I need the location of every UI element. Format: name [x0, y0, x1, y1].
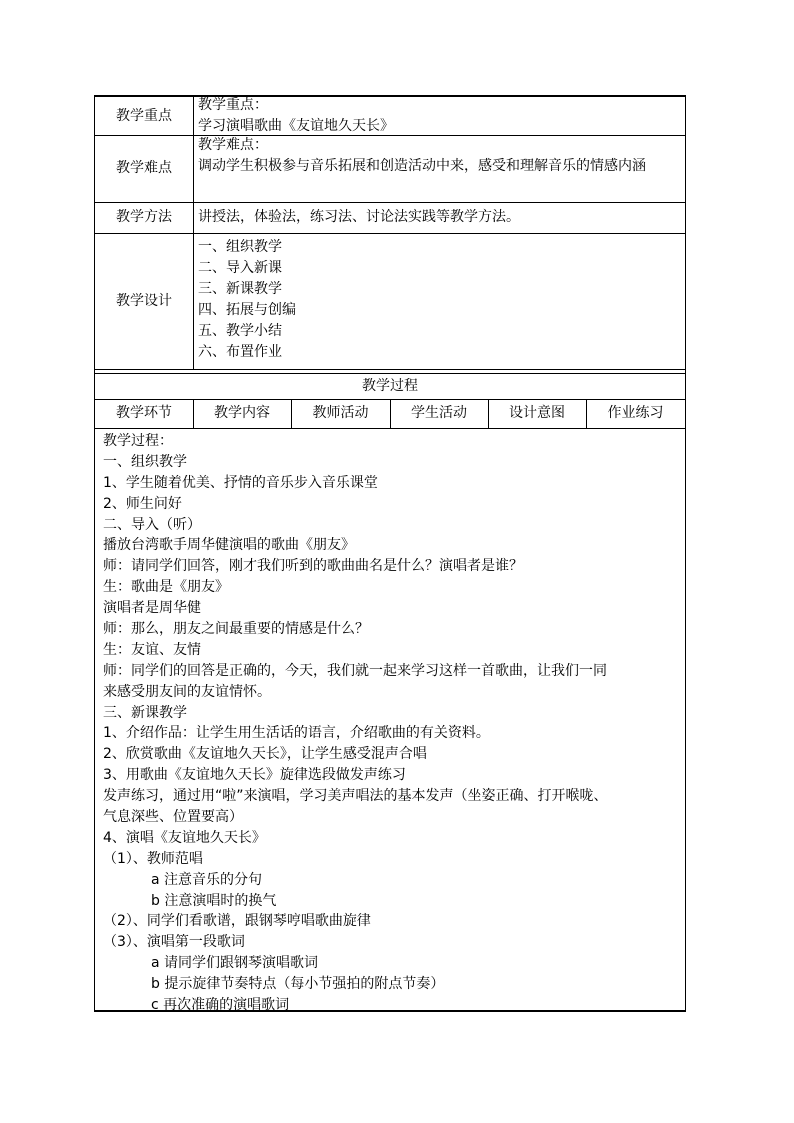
- design-item: 三、新课教学: [198, 281, 282, 297]
- design-list: [194, 237, 684, 367]
- column-header: 学生活动: [411, 405, 467, 421]
- process-line: 2、欣赏歌曲《友谊地久天长》，让学生感受混声合唱: [103, 746, 427, 763]
- design-item: 二、导入新课: [198, 260, 282, 276]
- process-line: 师：同学们的回答是正确的，今天，我们就一起来学习这样一首歌曲，让我们一同: [103, 662, 607, 679]
- design-item: 五、教学小结: [198, 323, 282, 339]
- process-line: 生：歌曲是《朋友》: [103, 579, 229, 596]
- focus-heading: 教学重点：: [198, 97, 268, 113]
- process-line: 1、介绍作品：让学生用生活话的语言，介绍歌曲的有关资料。: [103, 725, 490, 742]
- column-header: 作业练习: [607, 405, 664, 421]
- process-line: 一、组织教学: [103, 453, 187, 470]
- process-line: a 注意音乐的分句: [151, 871, 263, 888]
- process-line: c 再次准确的演唱歌词: [151, 997, 290, 1014]
- difficulty-heading: 教学难点：: [198, 137, 268, 153]
- process-line: 播放台湾歌手周华健演唱的歌曲《朋友》: [103, 537, 355, 554]
- process-line: 2、师生问好: [103, 495, 182, 512]
- column-header: 设计意图: [509, 405, 565, 421]
- lesson-plan-table: [94, 95, 686, 1012]
- focus-content: [194, 95, 684, 135]
- method-text: 讲授法，体验法，练习法、讨论法实践等教学方法。: [198, 209, 520, 225]
- process-line: 演唱者是周华健: [103, 600, 201, 617]
- design-item: 四、拓展与创编: [198, 302, 296, 318]
- process-title: 教学过程: [362, 378, 418, 394]
- process-line: a 请同学们跟钢琴演唱歌词: [151, 955, 319, 972]
- difficulty-label: 教学难点: [116, 160, 172, 176]
- process-line: 师：那么，朋友之间最重要的情感是什么？: [103, 621, 369, 638]
- process-line: 教学过程：: [103, 433, 173, 449]
- process-body: [103, 431, 681, 1016]
- process-line: 来感受朋友间的友谊情怀。: [103, 683, 271, 700]
- process-line: （3）、演唱第一段歌词: [103, 934, 245, 951]
- process-line: 生：友谊、友情: [103, 641, 201, 658]
- column-header: 教学内容: [214, 405, 270, 421]
- process-line: 三、新课教学: [103, 704, 187, 721]
- process-line: 1、学生随着优美、抒情的音乐步入音乐课堂: [103, 474, 378, 491]
- focus-text: 学习演唱歌曲《友谊地久天长》: [198, 118, 394, 134]
- design-label: 教学设计: [116, 292, 172, 309]
- column-header: 教师活动: [312, 405, 369, 421]
- process-line: （1）、教师范唱: [103, 850, 203, 867]
- focus-label: 教学重点: [116, 107, 172, 124]
- process-line: 4、演唱《友谊地久天长》: [103, 829, 266, 846]
- process-line: b 提示旋律节奏特点（每小节强拍的附点节奏）: [151, 976, 445, 993]
- difficulty-content: [194, 135, 684, 202]
- difficulty-text: 调动学生积极参与音乐拓展和创造活动中来，感受和理解音乐的情感内涵: [198, 158, 646, 174]
- row-divider: [95, 369, 685, 370]
- column-header: 教学环节: [116, 405, 172, 421]
- process-line: 发声练习，通过用“啦”来演唱，学习美声唱法的基本发声（坐姿正确、打开喉咙、: [103, 788, 608, 805]
- process-line: （2）、同学们看歌谱，跟钢琴哼唱歌曲旋律: [103, 913, 371, 930]
- process-line: 气息深些、位置要高）: [103, 809, 243, 826]
- process-line: b 注意演唱时的换气: [151, 892, 277, 909]
- row-divider: [95, 428, 685, 429]
- process-line: 二、导入（听）: [103, 516, 201, 533]
- design-item: 一、组织教学: [198, 239, 282, 255]
- method-label: 教学方法: [116, 209, 172, 225]
- process-line: 3、用歌曲《友谊地久天长》旋律选段做发声练习: [103, 767, 406, 784]
- process-line: 师：请同学们回答，刚才我们听到的歌曲曲名是什么？演唱者是谁？: [103, 558, 523, 575]
- design-item: 六、布置作业: [198, 344, 282, 360]
